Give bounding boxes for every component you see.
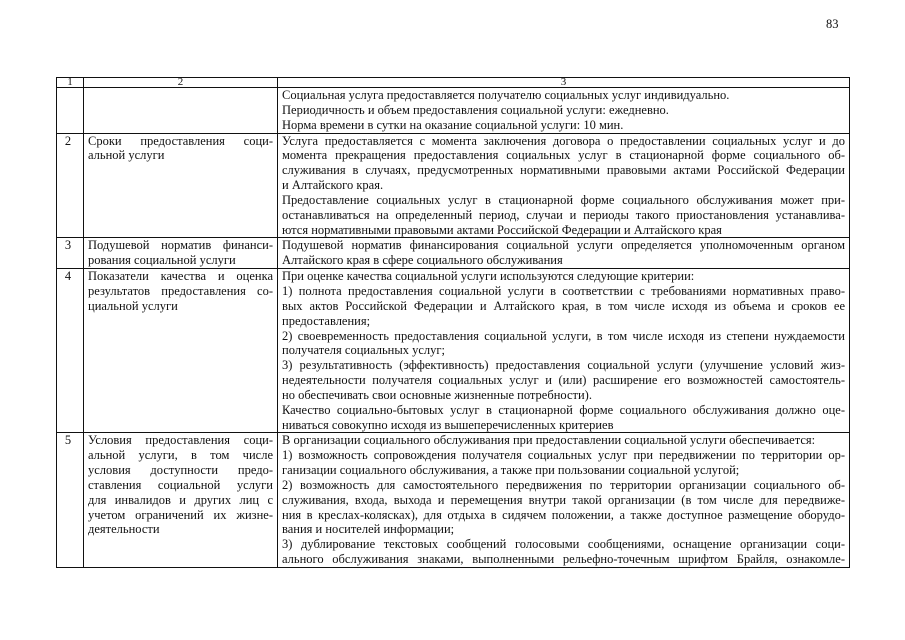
text-line: останавливаться на определенный период, случаи и периоды такого приостановления устанавлива- [282, 207, 845, 222]
row-content-cell [278, 88, 850, 134]
paragraph [282, 403, 845, 433]
paragraph [282, 134, 845, 193]
row-title-cell [84, 133, 278, 238]
text-line: деятельности [88, 522, 160, 537]
text-line: условия доступности предо- [88, 463, 273, 478]
text-line: Норма времени в сутки на оказание социальной услуги: 10 мин. [282, 117, 624, 132]
text-line: ганизации социального обслуживания, а также при пользовании социальной услугой; [282, 463, 740, 478]
row-content-cell [278, 133, 850, 238]
text-line: Подушевой норматив финанси- [88, 238, 273, 253]
text-line: ются нормативными правовыми актами Российской Федерации и Алтайского края [282, 222, 722, 237]
table-row [57, 238, 850, 269]
row-title-cell [84, 88, 278, 134]
header-cell-2: 2 [84, 78, 278, 88]
text-line: для инвалидов и других лиц с [88, 492, 273, 507]
text-line: Предоставление социальных услуг в стационарной форме социального обслуживания может при- [282, 192, 845, 207]
row-number-cell [57, 88, 84, 134]
paragraph [282, 358, 845, 403]
paragraph [282, 448, 845, 478]
text-line: Периодичность и объем предоставления социальной услуги: ежедневно. [282, 102, 669, 117]
services-table [56, 77, 850, 568]
text-line: В организации социального обслуживания при предоставлении социальной услуги обеспечивается: [282, 433, 816, 448]
text-line: Качество социально-бытовых услуг в стационарной форме социального обслуживания должно оце- [282, 402, 845, 417]
row-title-cell [84, 269, 278, 433]
paragraph [282, 88, 845, 103]
text-line: 2) возможность для самостоятельного передвижения по территории организации социального об- [282, 477, 845, 492]
row-number: 3 [64, 238, 72, 253]
row-title-cell [84, 433, 278, 568]
table-row [57, 88, 850, 134]
row-number-cell [57, 238, 84, 269]
text-line: служивания в случаях, предусмотренных нормативными правовыми актами Российской Федерации [282, 163, 845, 178]
text-line: результатов предоставления со- [88, 283, 273, 298]
text-line: Услуга предоставляется с момента заключения договора о предоставлении социальных услуг и до [282, 133, 845, 148]
text-line: ставления социальной услуги [88, 477, 273, 492]
text-line: но обеспечивать свои основные жизненные потребности). [282, 387, 592, 402]
text-line: ния в креслах-колясках), для отдыха в сидячем положении, а также доступное размещение оборудо- [282, 507, 845, 522]
paragraph [282, 103, 845, 118]
row-content-cell [278, 433, 850, 568]
table-body [57, 88, 850, 568]
text-line: циальной услуги [88, 298, 178, 313]
paragraph [282, 537, 845, 567]
paragraph [282, 433, 845, 448]
text-line: Алтайского края в сфере социального обслуживания [282, 253, 563, 268]
row-content-cell [278, 269, 850, 433]
text-line: Подушевой норматив финансирования социальной услуги определяется уполномоченным органом [282, 238, 845, 253]
header-cell-1: 1 [57, 78, 84, 88]
text-line: вых актов Российской Федерации и Алтайского края, в том числе исходя из объема и сроков ее [282, 298, 845, 313]
text-line: 2) своевременность предоставления социальной услуги, в том числе исходя из степени нуждаемости [282, 328, 845, 343]
text-line: 1) возможность сопровождения получателя социальных услуг при передвижении по территории ор- [282, 448, 845, 463]
text-line: альной услуги, в том числе [88, 448, 273, 463]
header-cell-3: 3 [278, 78, 850, 88]
paragraph [282, 329, 845, 359]
paragraph [88, 238, 273, 268]
row-number: 5 [64, 433, 72, 448]
row-content-cell [278, 238, 850, 269]
row-number: 4 [64, 269, 72, 284]
paragraph [282, 193, 845, 238]
text-line: рования социальной услуги [88, 253, 236, 268]
text-line: момента прекращения предоставления социальных услуг в стационарной форме социального об- [282, 148, 845, 163]
table-row [57, 269, 850, 433]
text-line: 3) дублирование текстовых сообщений голосовыми сообщениями, оснащение организации соци- [282, 537, 845, 552]
page-number: 83 [826, 17, 839, 31]
paragraph [282, 284, 845, 329]
row-title-cell [84, 238, 278, 269]
paragraph [88, 134, 273, 164]
paragraph [282, 118, 845, 133]
paragraph [282, 269, 845, 284]
table-row [57, 433, 850, 568]
paragraph [88, 433, 273, 537]
header-row [57, 78, 850, 88]
text-line: и Алтайского края. [282, 178, 384, 193]
text-line: учетом ограничений их жизне- [88, 507, 273, 522]
paragraph [282, 238, 845, 268]
text-line: ального обслуживания знаками, выполненными рельефно-точечным шрифтом Брайля, ознакомле- [282, 552, 845, 567]
text-line: ниваться совокупно исходя из вышеперечисленных критериев [282, 417, 614, 432]
row-number: 2 [64, 133, 72, 148]
table-row [57, 133, 850, 238]
text-line: Социальная услуга предоставляется получателю социальных услуг индивидуально. [282, 88, 730, 102]
text-line: получателя социальных услуг; [282, 343, 446, 358]
table-header [57, 78, 850, 88]
text-line: альной услуги [88, 148, 165, 163]
text-line: Условия предоставления соци- [88, 433, 273, 448]
text-line: 3) результативность (эффективность) предоставления социальной услуги (улучшение условий жиз- [282, 358, 845, 373]
row-number-cell [57, 269, 84, 433]
text-line: Сроки предоставления соци- [88, 133, 273, 148]
text-line: Показатели качества и оценка [88, 269, 273, 284]
paragraph [88, 269, 273, 314]
text-line: предоставления; [282, 313, 371, 328]
text-line: вания и носителей информации; [282, 522, 455, 537]
text-line: служивания, входа, выхода и перемещения внутри такой организации (в том числе для передвиже- [282, 492, 845, 507]
text-line: недеятельности получателя социальных услуг и (или) расширение его возможностей самостоятель- [282, 373, 845, 388]
text-line: 1) полнота предоставления социальной услуги в соответствии с требованиями нормативных право- [282, 283, 845, 298]
row-number-cell [57, 133, 84, 238]
text-line: При оценке качества социальной услуги используются следующие критерии: [282, 269, 695, 284]
row-number-cell [57, 433, 84, 568]
paragraph [282, 478, 845, 537]
